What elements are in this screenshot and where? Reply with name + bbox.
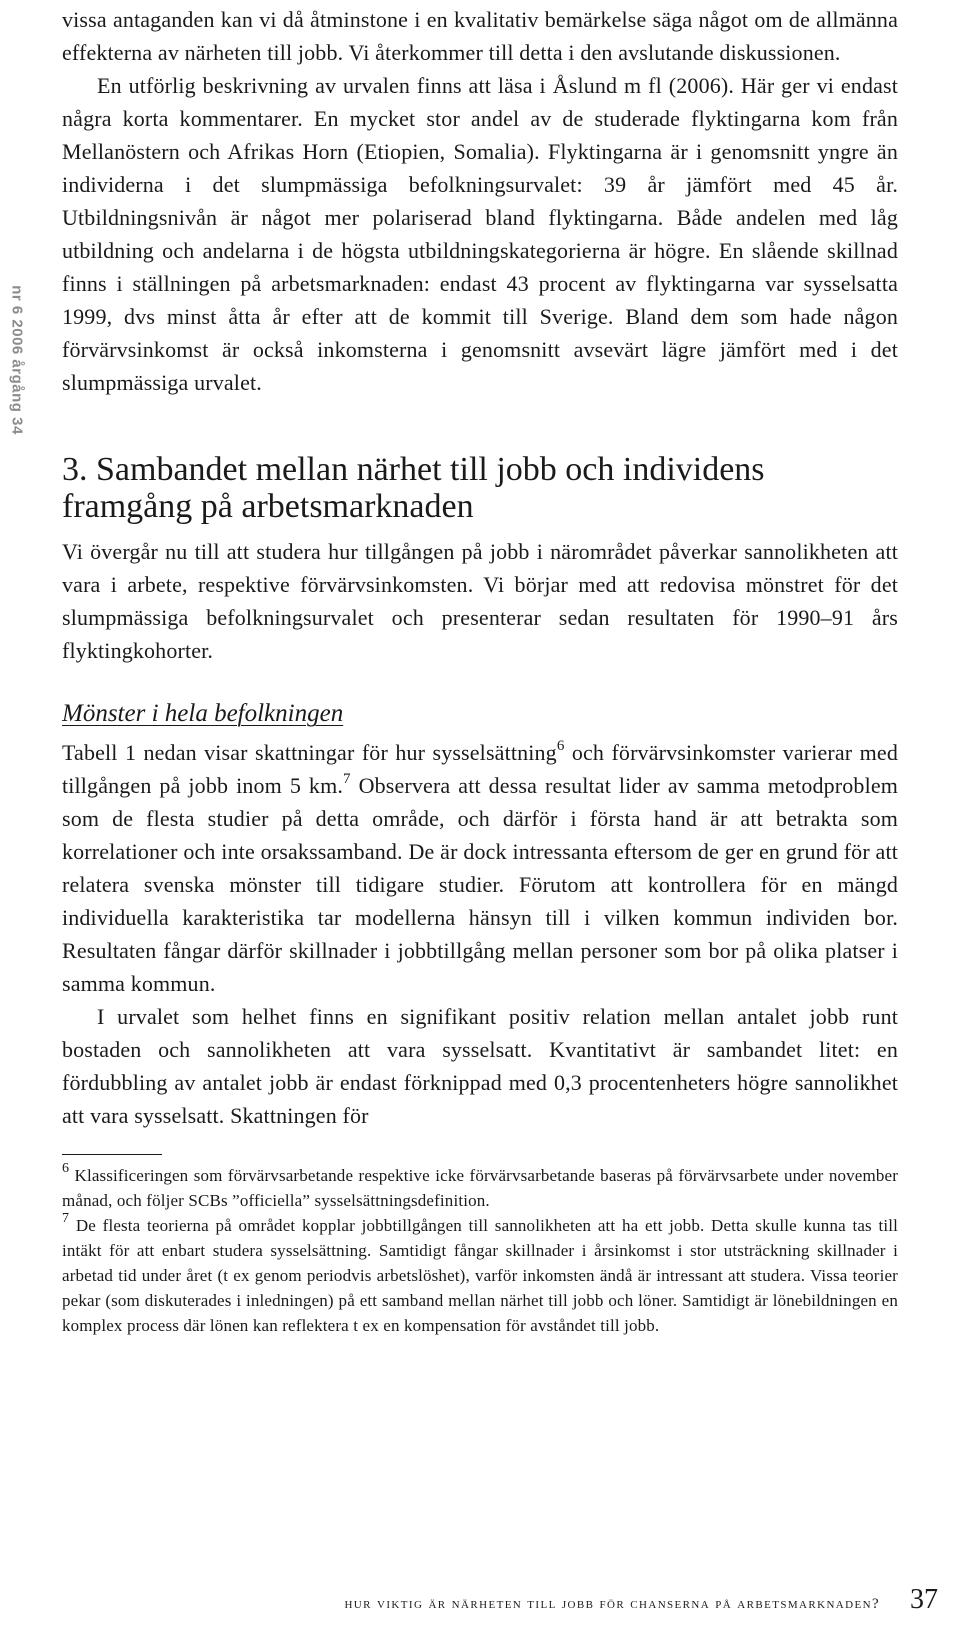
subsection-paragraph-2: I urvalet som helhet finns en signifikant positiv relation mellan antalet jobb runt bostaden och sannolikheten att vara sysselsatt. Kvantitativt är sambandet litet: en fördubbling av antalet jobb är endast förknippad med 0,3 procentenheters högre sannolikhet att vara sysselsatt. Skattningen för <box>62 1004 898 1128</box>
footnote-7 <box>62 1213 898 1338</box>
footnote-ref-6[interactable]: 6 <box>556 737 565 754</box>
section-paragraph-1: Vi övergår nu till att studera hur tillgången på jobb i närområdet påverkar sannolikheten att vara i arbete, respektive förvärvsinkomsten. Vi börjar med att redovisa mönstret för det slumpmässiga befolkningsurvalet och presenterar sedan resultaten för 1990–91 års flyktingkohorter. <box>62 539 898 663</box>
footnote-ref-7[interactable]: 7 <box>343 770 351 787</box>
footnote-number: 7 <box>62 1211 70 1227</box>
section-heading <box>62 451 898 525</box>
section-heading-line-1: 3. Sambandet mellan närhet till jobb och individens <box>62 451 765 488</box>
running-title: hur viktig är närheten till jobb för chanserna på arbetsmarknaden? <box>344 1596 880 1612</box>
page-number: 37 <box>910 1584 938 1615</box>
subsection-heading: Mönster i hela befolkningen <box>62 700 344 727</box>
subsection-text-a: Tabell 1 nedan visar skattningar för hur sysselsättning <box>62 740 557 765</box>
article-body <box>62 0 898 1338</box>
footnote-6 <box>62 1163 898 1213</box>
subsection-text-b: och förvärvsinkomster varierar med tillgången på jobb inom 5 km. <box>62 740 898 798</box>
issue-sidebar <box>4 240 30 480</box>
subsection-paragraph-1 <box>62 736 898 1000</box>
intro-paragraph-1: vissa antaganden kan vi då åtminstone i en kvalitativ bemärkelse säga något om de allmänna effekterna av närheten till jobb. Vi återkommer till detta i den avslutande diskussionen. <box>62 7 898 65</box>
footnote-text: Klassificeringen som förvärvsarbetande respektive icke förvärvsarbetande baseras på förvärvsarbete under november månad, och följer SCBs ”officiella” sysselsättningsdefinition. <box>62 1166 898 1210</box>
section-heading-line-2: framgång på arbetsmarknaden <box>62 488 474 525</box>
footnote-number: 6 <box>62 1161 70 1177</box>
issue-label: nr 6 2006 årgång 34 <box>8 285 26 435</box>
footnote-text: De flesta teorierna på området kopplar jobbtillgången till sannolikheten att ha ett jobb. Detta skulle kunna tas till intäkt för att enbart studera sysselsättning. Samtidigt fångar skillnader i årsinkomst i stor utsträckning skillnader i arbetad tid under året (t ex genom periodvis arbetslöshet), varför inkomsten ändå är intressant att studera. Vissa teorier pekar (som diskuterades i inledningen) på ett samband mellan närhet till jobb och löner. Samtidigt är lönebildningen en komplex process där lönen kan reflektera t ex en kompensation för avståndet till jobb. <box>62 1216 898 1335</box>
footnotes <box>62 1163 898 1338</box>
intro-paragraph-2: En utförlig beskrivning av urvalen finns att läsa i Åslund m fl (2006). Här ger vi endast några korta kommentarer. En mycket stor andel av de studerade flyktingarna kom från Mellanöstern och Afrikas Horn (Etiopien, Somalia). Flyktingarna är i genomsnitt yngre än individerna i det slumpmässiga befolkningsurvalet: 39 år jämfört med 45 år. Utbildningsnivån är något mer polariserad bland flyktingarna. Både andelen med låg utbildning och andelarna i de högsta utbildningskategorierna är högre. En slående skillnad finns i ställningen på arbetsmarknaden: endast 43 procent av flyktingarna var sysselsatta 1999, dvs minst åtta år efter att de kommit till Sverige. Bland dem som hade någon förvärvsinkomst är också inkomsterna i genomsnitt avsevärt lägre jämfört med i det slumpmässiga urvalet. <box>62 73 898 395</box>
subsection-text-c: Observera att dessa resultat lider av samma metodproblem som de flesta studier på detta område, och därför i första hand är att betrakta som korrelationer och inte orsakssamband. De är dock intressanta eftersom de ger en grund för att relatera svenska mönster till tidigare studier. Förutom att kontrollera för en mängd individuella karakteristika tar modellerna hänsyn till i vilken kommun individen bor. Resultaten fångar därför skillnader i jobbtillgång mellan personer som bor på olika platser i samma kommun. <box>62 773 899 996</box>
